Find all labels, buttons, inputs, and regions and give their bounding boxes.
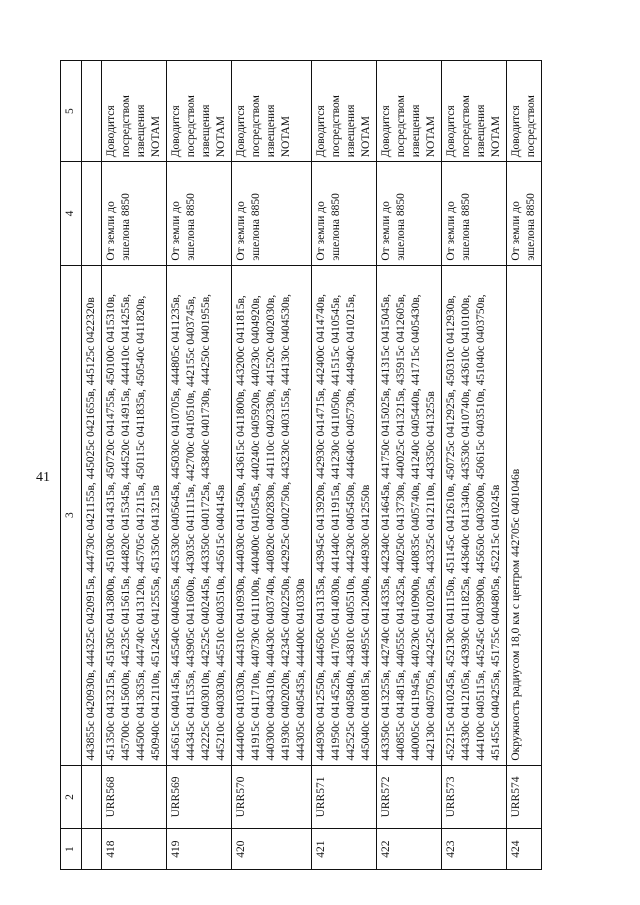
continuation-row bbox=[82, 61, 102, 870]
row-number: 421 bbox=[312, 829, 377, 870]
zone-code: URR573 bbox=[442, 765, 507, 829]
row-number: 423 bbox=[442, 829, 507, 870]
rotated-table-area bbox=[60, 60, 585, 870]
notice-method: Доводится посредством извещения NOTAM bbox=[102, 61, 167, 162]
zone-coordinates: 452215с 0410245в, 452130с 0411150в, 451145с 0412610в, 450725с 0412925в, 450310с 0412930в, 444330с 0412105в, 443930с 0411825в, 443640с 0411340в, 443530с 0410740в, 443610с 0410100в, 444100с 0405115в, 445245с 0403900в, 445650с 0403600в, 450615с 0403510в, 451040с 0403750в, 451455с 0404255в, 451755с 0404805в, 452215с 0410245в bbox=[442, 265, 507, 765]
notice-method: Доводится посредством извещения NOTAM bbox=[442, 61, 507, 162]
row-number: 422 bbox=[377, 829, 442, 870]
zone-code: URR572 bbox=[377, 765, 442, 829]
header-col-5: 5 bbox=[61, 61, 82, 162]
zone-code: URR571 bbox=[312, 765, 377, 829]
rotated-page-content bbox=[60, 60, 585, 870]
header-col-4: 4 bbox=[61, 162, 82, 265]
table-row bbox=[442, 61, 507, 870]
page-number: 41 bbox=[36, 470, 50, 485]
zone-code: URR569 bbox=[167, 765, 232, 829]
altitude-limits: От земли до эшелона 8850 bbox=[167, 162, 232, 265]
table-row bbox=[377, 61, 442, 870]
altitude-limits: От земли до эшелона 8850 bbox=[507, 162, 542, 265]
row-number: 418 bbox=[102, 829, 167, 870]
airspace-table bbox=[60, 60, 542, 870]
header-col-1: 1 bbox=[61, 829, 82, 870]
table-row bbox=[507, 61, 542, 870]
row-number: 419 bbox=[167, 829, 232, 870]
row-number: 424 bbox=[507, 829, 542, 870]
altitude-limits: От земли до эшелона 8850 bbox=[232, 162, 312, 265]
zone-coordinates: 451350с 0413215в, 451305с 0413800в, 451030с 0414315в, 450720с 0414755в, 450100с 0415310в, 445700с 0415600в, 445235с 0415615в, 444820с 0415345в, 444520с 0414915в, 444410с 0414255в, 444500с 0413635в, 444740с 0413120в, 445705с 0412115в, 450115с 0411835в, 450540с 0411820в, 450940с 0412110в, 451245с 0412555в, 451350с 0413215в bbox=[102, 265, 167, 765]
altitude-limits: От земли до эшелона 8850 bbox=[312, 162, 377, 265]
table-row bbox=[102, 61, 167, 870]
zone-code: URR568 bbox=[102, 765, 167, 829]
zone-coordinates: Окружность радиусом 18,0 км с центром 442705с 0401046в bbox=[507, 265, 542, 765]
table-row bbox=[312, 61, 377, 870]
header-col-3: 3 bbox=[61, 265, 82, 765]
continuation-coords: 443855с 0420930в, 444325с 0420915в, 444730с 0421155в, 445025с 0421655в, 445125с 0422320в bbox=[82, 265, 102, 765]
zone-coordinates: 443350с 0413255в, 442740с 0414335в, 442340с 0414645в, 441750с 0415025в, 441315с 0415045в, 440855с 0414815в, 440555с 0414325в, 440250с 0413730в, 440025с 0413215в, 435915с 0412605в, 440005с 0411945в, 440230с 0410900в, 440835с 0405740в, 441240с 0405440в, 441715с 0405430в, 442130с 0405705в, 442425с 0410205в, 443325с 0412110в, 443350с 0413255в bbox=[377, 265, 442, 765]
table-row bbox=[232, 61, 312, 870]
zone-code: URR570 bbox=[232, 765, 312, 829]
notice-method: Доводится посредством извещения NOTAM bbox=[312, 61, 377, 162]
notice-method: Доводится посредством извещения NOTAM bbox=[232, 61, 312, 162]
row-number: 420 bbox=[232, 829, 312, 870]
altitude-limits: От земли до эшелона 8850 bbox=[377, 162, 442, 265]
zone-coordinates: 444930с 0412550в, 444650с 0413135в, 443945с 0413920в, 442930с 0414715в, 442400с 0414740в, 441950с 0414525в, 441705с 0414030в, 441440с 0411915в, 441230с 0411050в, 441515с 0410545в, 442525с 0405840в, 443810с 0405510в, 444230с 0405450в, 444640с 0405730в, 444940с 0410215в, 445040с 0410815в, 444955с 0412040в, 444930с 0412550в bbox=[312, 265, 377, 765]
notice-method: Доводится посредством bbox=[507, 61, 542, 162]
altitude-limits: От земли до эшелона 8850 bbox=[442, 162, 507, 265]
notice-method: Доводится посредством извещения NOTAM bbox=[377, 61, 442, 162]
zone-coordinates: 444400с 0410330в, 444310с 0410930в, 444030с 0411450в, 443615с 0411800в, 443200с 0411815в, 441915с 0411710в, 440730с 0411100в, 440400с 0410545в, 440240с 0405920в, 440230с 0404920в, 440300с 0404310в, 440430с 0403740в, 440820с 0402830в, 441110с 0402330в, 441520с 0402030в, 441930с 0402020в, 442345с 0402250в, 442925с 0402750в, 443230с 0403155в, 444130с 0404530в, 444305с 0405435в, 444400с 0410330в bbox=[232, 265, 312, 765]
notice-method: Доводится посредством извещения NOTAM bbox=[167, 61, 232, 162]
zone-coordinates: 445615с 0404145в, 445540с 0404655в, 445330с 0405645в, 445030с 0410705в, 444805с 0411235в, 444345с 0411535в, 443905с 0411600в, 443035с 0411115в, 442700с 0410510в, 442155с 0403745в, 442225с 0403010в, 442525с 0402445в, 443350с 0401725в, 443840с 0401730в, 444250с 0401955в, 445210с 0403030в, 445510с 0403510в, 445615с 0404145в bbox=[167, 265, 232, 765]
header-col-2: 2 bbox=[61, 765, 82, 829]
zone-code: URR574 bbox=[507, 765, 542, 829]
table-row bbox=[167, 61, 232, 870]
header-row bbox=[61, 61, 82, 870]
altitude-limits: От земли до эшелона 8850 bbox=[102, 162, 167, 265]
